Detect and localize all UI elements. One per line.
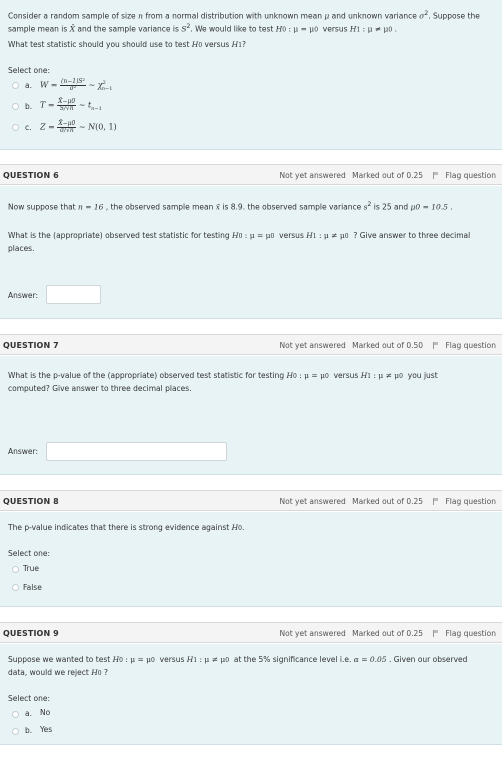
q5-option-c-formula[interactable]: Z = $\frac{X̄-\mu 0}{\sigma/√n}$ ~ N(0, 1) bbox=[40, 120, 117, 134]
question-8-number: QUESTION 8 bbox=[3, 497, 59, 506]
q9-option-yes-label[interactable]: Yes bbox=[40, 725, 53, 734]
question-8-block bbox=[0, 512, 502, 607]
question-5-block bbox=[0, 0, 502, 150]
q8-option-true-label[interactable]: True bbox=[23, 564, 39, 573]
q5-intro-line2: sample mean is X̄ and the sample variance is $S^2$. We would like to test H0 : μ = μ0 versus H1 : μ ≠ μ0 . bbox=[8, 23, 397, 34]
flag-icon bbox=[433, 342, 439, 349]
q7-answer-label: Answer: bbox=[8, 447, 39, 456]
q6-text: Now suppose that n = 16 , the observed sample mean x̄ is 8.9. the observed sample variance $s^2$ is 25 and μ0 = 10.5 . bbox=[8, 201, 453, 212]
flag-icon bbox=[433, 498, 439, 505]
q9-option-yes-letter: b. bbox=[25, 726, 33, 735]
q9-select-one: Select one: bbox=[8, 694, 51, 703]
question-8-header bbox=[0, 490, 502, 511]
q5-intro-line1: Consider a random sample of size n from a normal distribution with unknown mean μ and unknown variance $\sigma^2$. Suppose the bbox=[8, 10, 480, 21]
flag-icon bbox=[433, 172, 439, 179]
question-6-flag[interactable]: Flag question bbox=[429, 171, 496, 180]
question-6-marks: Marked out of 0.25 bbox=[352, 171, 424, 180]
q9-option-no-radio[interactable] bbox=[12, 711, 19, 718]
question-6-header bbox=[0, 164, 502, 185]
q5-question: What test statistic should you should use to test H0 versus H1? bbox=[8, 40, 247, 49]
question-8-flag[interactable]: Flag question bbox=[429, 497, 496, 506]
question-7-flag[interactable]: Flag question bbox=[429, 341, 496, 350]
q9-option-yes-radio[interactable] bbox=[12, 728, 19, 735]
q5-option-c-radio[interactable] bbox=[12, 124, 19, 131]
question-6-number: QUESTION 6 bbox=[3, 171, 59, 180]
q7-question: What is the p-value of the (appropriate) observed test statistic for testing H0 : μ = μ0 versus H1 : μ ≠ μ0 you just bbox=[8, 371, 438, 380]
q5-option-b-formula[interactable]: T = $\frac{X̄-\mu 0}{S/√n}$ ~ $t_{n-1}$ bbox=[40, 98, 102, 113]
question-9-status: Not yet answered bbox=[279, 629, 346, 638]
q9-option-no-letter: a. bbox=[25, 709, 32, 718]
question-7-state bbox=[276, 341, 497, 350]
question-6-status: Not yet answered bbox=[279, 171, 346, 180]
question-9-flag[interactable]: Flag question bbox=[429, 629, 496, 638]
q5-option-a-radio[interactable] bbox=[12, 82, 19, 89]
question-9-number: QUESTION 9 bbox=[3, 629, 59, 638]
question-7-number: QUESTION 7 bbox=[3, 341, 59, 350]
q6-answer-input[interactable] bbox=[46, 285, 101, 304]
question-8-marks: Marked out of 0.25 bbox=[352, 497, 424, 506]
q8-option-false-radio[interactable] bbox=[12, 584, 19, 591]
q7-question-cont: computed? Give answer to three decimal places. bbox=[8, 384, 192, 393]
question-9-marks: Marked out of 0.25 bbox=[352, 629, 424, 638]
q5-option-a-formula[interactable]: W = $\frac{\text{(n−1)S²}}{\text{σ²}}$ ~ $\chi^2_{n-1}$ bbox=[40, 78, 113, 93]
q6-answer-label: Answer: bbox=[8, 291, 39, 300]
q8-text: The p-value indicates that there is strong evidence against H0. bbox=[8, 523, 245, 532]
question-9-block bbox=[0, 644, 502, 745]
q7-answer-input[interactable] bbox=[46, 442, 227, 461]
q9-text-cont: data, would we reject H0 ? bbox=[8, 668, 108, 677]
question-7-block bbox=[0, 356, 502, 475]
q5-option-b-radio[interactable] bbox=[12, 103, 19, 110]
flag-icon bbox=[433, 630, 439, 637]
q9-option-no-label[interactable]: No bbox=[40, 708, 51, 717]
q8-option-true-radio[interactable] bbox=[12, 566, 19, 573]
question-8-status: Not yet answered bbox=[279, 497, 346, 506]
question-9-state bbox=[276, 629, 497, 638]
q6-question: What is the (appropriate) observed test statistic for testing H0 : μ = μ0 versus H1 : μ ≠ μ0 ? Give answer to three decimal bbox=[8, 231, 471, 240]
q8-option-false-label[interactable]: False bbox=[23, 583, 42, 592]
question-9-header bbox=[0, 622, 502, 643]
q5-option-c-letter: c. bbox=[25, 123, 32, 132]
question-7-marks: Marked out of 0.50 bbox=[352, 341, 424, 350]
q6-question-cont: places. bbox=[8, 244, 35, 253]
q5-select-one: Select one: bbox=[8, 66, 51, 75]
question-7-header bbox=[0, 334, 502, 355]
question-6-block bbox=[0, 186, 502, 319]
q9-text: Suppose we wanted to test H0 : μ = μ0 versus H1 : μ ≠ μ0 at the 5% significance level i.e. α = 0.05 . Given our observed bbox=[8, 655, 468, 664]
q5-option-b-letter: b. bbox=[25, 102, 33, 111]
q8-select-one: Select one: bbox=[8, 549, 51, 558]
question-6-state bbox=[276, 171, 497, 180]
q5-option-a-letter: a. bbox=[25, 81, 32, 90]
question-7-status: Not yet answered bbox=[279, 341, 346, 350]
question-8-state bbox=[276, 497, 497, 506]
